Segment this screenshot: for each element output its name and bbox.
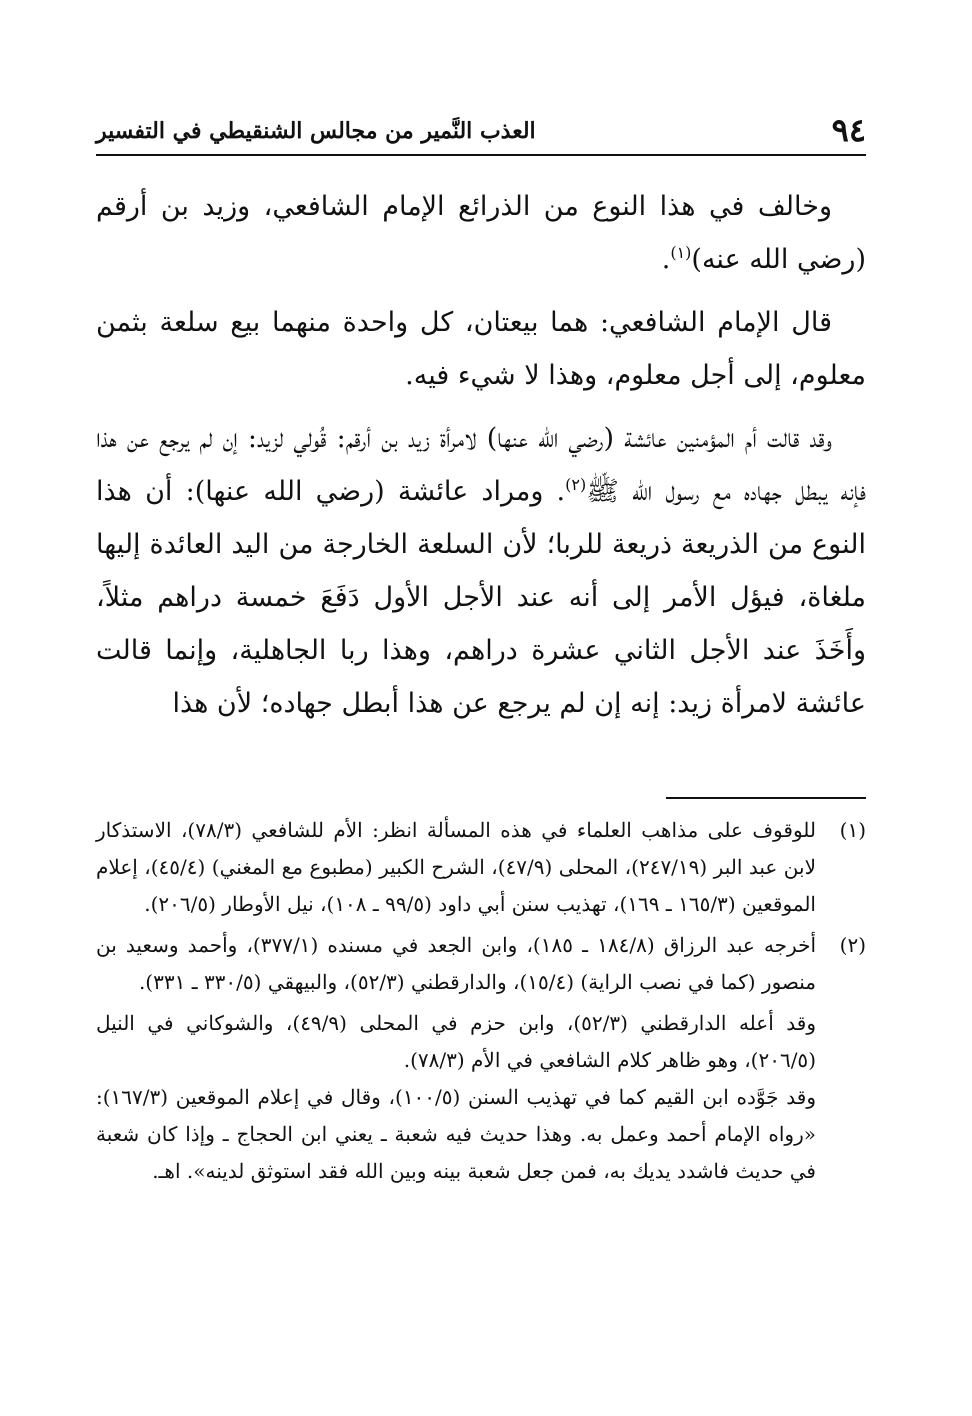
paragraph-2	[96, 296, 866, 402]
footnote-text: للوقوف على مذاهب العلماء في هذه المسألة انظر: الأم للشافعي (٧٨/٣)، الاستذكار لابن عبد البر (٢٤٧/١٩)، المحلى (٤٧/٩)، الشرح الكبير (مطبوع مع المغني) (٤٥/٤)، إعلام الموقعين (١٦٥/٣ ـ ١٦٩)، تهذيب سنن أبي داود (٩٩/٥ ـ ١٠٨)، نيل الأوطار (٢٠٦/٥).	[96, 818, 816, 916]
footnote-separator	[666, 797, 866, 799]
main-text	[96, 180, 866, 740]
footnote-2	[96, 927, 866, 1001]
page-header	[96, 108, 866, 152]
paragraph-text: وقد قالت أم المؤمنين عائشة (رضي الله عنها) لامرأة زيد بن أرقم: قُولي لزيد: إن لم يرجع عن هذا فإنه يبطل جهاده مع رسول الله ﷺ	[96, 423, 866, 507]
running-title: العذب النَّمير من مجالس الشنقيطي في التفسير	[96, 118, 536, 144]
footnote-text: أخرجه عبد الرزاق (١٨٤/٨ ـ ١٨٥)، وابن الجعد في مسنده (٣٧٧/١)، وأحمد وسعيد بن منصور (كما في نصب الراية) (١٥/٤)، والدارقطني (٥٢/٣)، والبيهقي (٣٣٠/٥ ـ ٣٣١).	[96, 933, 817, 994]
footnotes	[96, 812, 866, 1190]
footnote-number: (١)	[839, 818, 866, 842]
footnote-1	[96, 812, 866, 923]
footnote-ref-1: (١)	[670, 243, 692, 262]
page-number: ٩٤	[831, 111, 866, 149]
paragraph-tail: .	[661, 244, 671, 275]
footnote-2-continuation: وقد أعله الدارقطني (٥٢/٣)، وابن حزم في المحلى (٤٩/٩)، والشوكاني في النيل (٢٠٦/٥)، وهو ظاهر كلام الشافعي في الأم (٧٨/٣).	[96, 1011, 816, 1072]
header-rule	[96, 154, 866, 156]
footnote-2-continuation: وقد جَوَّده ابن القيم كما في تهذيب السنن (١٠٠/٥)، وقال في إعلام الموقعين (١٦٧/٣): «رواه الإمام أحمد وعمل به. وهذا حديث فيه شعبة ـ يعني ابن الحجاج ـ وإذا كان شعبة في حديث فاشدد يديك به، فمن جعل شعبة بينه وبين الله فقد استوثق لدينه». اهـ.	[96, 1085, 816, 1183]
paragraph-1	[96, 180, 866, 286]
footnote-number: (٢)	[839, 933, 866, 957]
paragraph-text: قال الإمام الشافعي: هما بيعتان، كل واحدة منهما بيع سلعة بثمن معلوم، إلى أجل معلوم، وهذا لا شيء فيه.	[96, 307, 866, 391]
footnote-ref-2: (٢)	[565, 475, 587, 494]
paragraph-text: وخالف في هذا النوع من الذرائع الإمام الشافعي، وزيد بن أرقم (رضي الله عنه)	[96, 191, 866, 275]
paragraph-tail: . ومراد عائشة (رضي الله عنها): أن هذا النوع من الذريعة ذريعة للربا؛ لأن السلعة الخارجة من اليد العائدة إليها ملغاة، فيؤل الأمر إلى أنه عند الأجل الأول دَفَعَ خمسة دراهم مثلاً، وأَخَذَ عند الأجل الثاني عشرة دراهم، وهذا ربا الجاهلية، وإنما قالت عائشة لامرأة زيد: إنه إن لم يرجع عن هذا أبطل جهاده؛ لأن هذا	[96, 476, 866, 719]
paragraph-3	[96, 412, 866, 730]
